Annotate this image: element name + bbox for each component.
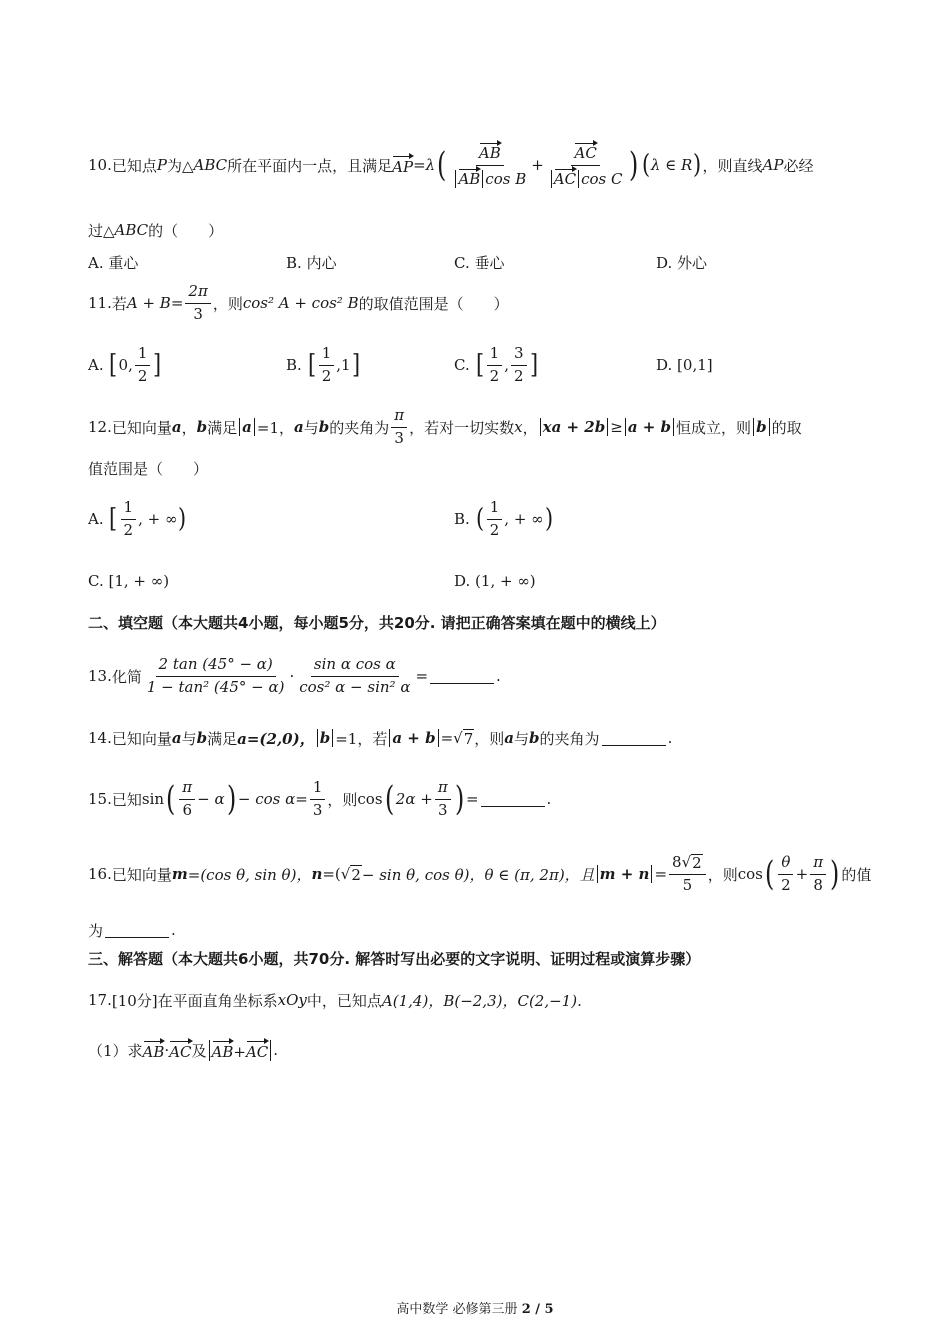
bracket: ( xyxy=(475,504,484,534)
frac-den: 2 xyxy=(781,875,791,894)
frac-num: 1 xyxy=(319,345,335,365)
q14-text: 与 xyxy=(181,729,197,748)
value: 0, xyxy=(118,356,133,374)
sqrt: √ 2 xyxy=(340,864,361,884)
expr: a + b xyxy=(392,729,436,747)
bracket: [ xyxy=(475,350,484,380)
paren-left: ( xyxy=(166,779,176,819)
expr: a + b xyxy=(627,418,672,436)
q13-text: 化简 xyxy=(111,667,142,686)
sqrt: √ 7 xyxy=(453,728,474,748)
option-label: D. xyxy=(656,253,673,272)
question-11 xyxy=(88,280,866,326)
q16-text: 已知向量 xyxy=(111,865,172,884)
bracket: ) xyxy=(544,504,553,534)
option-text: (1, + ∞) xyxy=(475,572,536,590)
option-label: A. xyxy=(88,253,104,272)
frac-den: 2 xyxy=(137,366,148,385)
option-c[interactable] xyxy=(454,252,505,273)
sin: sin xyxy=(141,790,165,808)
option-a[interactable] xyxy=(88,252,138,273)
expr: =( xyxy=(322,865,341,883)
vector-a: a xyxy=(242,418,252,436)
fraction-ab xyxy=(450,142,529,188)
frac-num: θ xyxy=(778,854,793,874)
radicand: 2 xyxy=(692,853,702,872)
frac-den: 1 − tan² (45° − α) xyxy=(146,677,285,696)
frac-num: 1 xyxy=(135,345,151,365)
frac-den: 2 xyxy=(123,520,134,539)
q11-text: 若 xyxy=(111,294,127,313)
fraction xyxy=(121,499,137,539)
fraction xyxy=(487,345,503,385)
paren-right: ) xyxy=(454,779,464,819)
question-number: 14. xyxy=(88,729,112,747)
frac-num: 3 xyxy=(511,345,527,365)
q16-text: ，则 xyxy=(707,865,738,884)
q17-text: 在平面直角坐标系 xyxy=(157,991,278,1010)
answer-blank[interactable] xyxy=(430,669,494,684)
option-d[interactable] xyxy=(656,252,707,273)
option-text: 垂心 xyxy=(474,253,505,272)
bracket: [ xyxy=(307,350,316,380)
fraction xyxy=(144,656,288,696)
plus: + xyxy=(233,1042,246,1061)
frac-num: π xyxy=(810,854,826,874)
question-10-options xyxy=(88,250,866,274)
option-text: 重心 xyxy=(108,253,139,272)
question-number: 17. xyxy=(88,991,112,1009)
frac-den: 3 xyxy=(437,800,448,819)
option-label: C. xyxy=(88,572,104,590)
paren-left: ( xyxy=(764,854,775,894)
bracket: ] xyxy=(153,350,162,380)
q11-expr: A + B= xyxy=(126,294,184,312)
question-number: 10. xyxy=(88,156,112,174)
frac-num: 2π xyxy=(185,283,210,303)
q11-text: ，则 xyxy=(212,294,243,313)
q17-text: 中，已知点 xyxy=(306,991,382,1010)
question-12 xyxy=(88,404,866,450)
question-17-part-1 xyxy=(88,1036,866,1064)
option-label: D. xyxy=(454,572,471,590)
q10-eq: =λ xyxy=(413,156,436,174)
option-b[interactable] xyxy=(286,345,361,385)
q10-text: 为△ xyxy=(166,156,194,175)
vector-ab: AB xyxy=(458,169,481,188)
vector-ab: AB xyxy=(143,1040,165,1061)
q14-text: ，则 xyxy=(474,729,505,748)
page-number: 2 / 5 xyxy=(521,1302,554,1317)
equals: = xyxy=(440,729,454,747)
period: . xyxy=(546,790,552,808)
expr: − cos α= xyxy=(237,790,308,808)
q11-expr: cos² A + cos² B xyxy=(242,294,359,312)
frac-den: 5 xyxy=(682,876,693,894)
vector-b: b xyxy=(319,729,331,747)
question-10-line2 xyxy=(88,218,866,242)
frac-num: 2 tan (45° − α) xyxy=(156,656,276,676)
section-solution-title xyxy=(88,946,866,970)
frac-num: 1 xyxy=(121,499,137,519)
q12-text: 已知向量 xyxy=(111,418,172,437)
option-b[interactable] xyxy=(286,252,337,273)
q10-text: 必经 xyxy=(783,156,814,175)
option-label: A. xyxy=(88,356,104,374)
question-number: 13. xyxy=(88,667,112,685)
option-text: [1, + ∞) xyxy=(108,572,170,590)
frac-num: π xyxy=(391,407,407,427)
page-footer xyxy=(0,1298,950,1317)
frac-num: 8 xyxy=(672,852,682,871)
fraction-ac xyxy=(546,142,626,188)
frac-num: 1 xyxy=(487,499,503,519)
bracket: ) xyxy=(178,504,187,534)
paren-left: ( xyxy=(641,150,650,180)
expr: 2α + xyxy=(395,790,433,808)
q10-triangle: ABC xyxy=(114,221,149,239)
cos: cos xyxy=(357,790,383,808)
expr: − α xyxy=(197,790,225,808)
paren-left: ( xyxy=(437,145,447,185)
q12-text: ， xyxy=(181,418,197,437)
option-text: [0,1] xyxy=(677,356,713,374)
bracket: [ xyxy=(109,350,118,380)
question-16-line2 xyxy=(88,918,866,942)
plus: + xyxy=(531,156,544,174)
section-fill-in-blank-title xyxy=(88,610,866,634)
line-ap: AP xyxy=(762,156,784,174)
fraction xyxy=(296,656,413,696)
vector-a: a xyxy=(171,418,182,436)
vector-ac: AC xyxy=(246,1040,268,1061)
points: A(1,4)，B(−2,3)，C(2,−1). xyxy=(381,991,582,1010)
frac-den: 3 xyxy=(193,304,203,323)
fraction xyxy=(179,779,195,819)
q12-text: 与 xyxy=(303,418,319,437)
vector-ac: AC xyxy=(574,144,597,163)
score-badge: [10分] xyxy=(111,991,158,1010)
frac-num: 1 xyxy=(310,779,326,799)
q10-text: 的（ ） xyxy=(148,221,224,240)
q15-text: ，则 xyxy=(327,790,358,809)
period: . xyxy=(496,667,501,685)
q14-text: 满足 xyxy=(207,729,238,748)
q12-text: 满足 xyxy=(207,418,238,437)
fraction xyxy=(435,779,451,819)
expr: =(cos θ, sin θ)， xyxy=(187,865,312,884)
expr: m + n xyxy=(599,865,650,883)
frac-den: 2 xyxy=(321,366,332,385)
vector-a: a xyxy=(294,418,304,436)
option-label: B. xyxy=(286,356,302,374)
cos-b: cos B xyxy=(485,169,527,188)
vector-a: a xyxy=(171,729,182,747)
question-11-options xyxy=(88,340,866,390)
option-c[interactable] xyxy=(88,572,169,590)
q12-text: =1， xyxy=(256,418,294,437)
value: , + ∞ xyxy=(138,510,178,528)
paren-right: ) xyxy=(629,145,639,185)
q12-text: 恒成立，则 xyxy=(676,418,752,437)
value: , xyxy=(504,356,509,374)
bracket: ] xyxy=(529,350,538,380)
option-label: B. xyxy=(454,510,470,528)
expr: − sin θ, cos θ)， xyxy=(361,865,485,884)
q10-text: 过△ xyxy=(88,221,115,240)
question-13 xyxy=(88,652,866,700)
frac-num: 1 xyxy=(487,345,503,365)
option-label: C. xyxy=(454,253,470,272)
option-text: 内心 xyxy=(306,253,337,272)
variable-x: x xyxy=(514,418,523,436)
question-12-options-cd xyxy=(88,568,866,594)
fraction: 8 √ 2 5 xyxy=(669,854,706,895)
frac-den: 2 xyxy=(489,366,500,385)
cos: cos xyxy=(737,865,763,883)
option-d[interactable] xyxy=(656,356,713,374)
q12-text: ，若对一切实数 xyxy=(409,418,515,437)
expr: θ ∈ (π, 2π)，且 xyxy=(484,865,595,884)
question-number: 16. xyxy=(88,865,112,883)
fraction xyxy=(511,345,527,385)
q10-point: P xyxy=(156,156,167,174)
vector-b: b xyxy=(529,729,540,747)
option-text: 外心 xyxy=(677,253,708,272)
lambda-cond: λ ∈ R xyxy=(650,156,693,174)
q10-text: 所在平面内一点，且满足 xyxy=(227,156,393,175)
vector-ab: AB xyxy=(212,1040,234,1061)
cos-c: cos C xyxy=(581,169,623,188)
q12-text: 的夹角为 xyxy=(329,418,390,437)
answer-blank[interactable] xyxy=(602,731,666,746)
q10-text: ，则直线 xyxy=(702,156,763,175)
section-title: 二、填空题（本大题共4小题，每小题5分，共20分. 请把正确答案填在题中的横线上） xyxy=(88,613,666,632)
option-a[interactable] xyxy=(88,345,163,385)
option-label: B. xyxy=(286,253,302,272)
option-label: C. xyxy=(454,356,470,374)
vector-ab: AB xyxy=(478,144,501,163)
q14-text: 已知向量 xyxy=(111,729,172,748)
question-12-options-ab xyxy=(88,494,866,544)
section-title: 三、解答题（本大题共6小题，共70分. 解答时写出必要的文字说明、证明过程或演算步骤） xyxy=(88,949,701,968)
question-16 xyxy=(88,848,872,900)
q12-text: 的取 xyxy=(771,418,802,437)
question-17 xyxy=(88,987,866,1013)
fraction xyxy=(487,499,503,539)
dot: · xyxy=(164,1041,170,1059)
radicand: 7 xyxy=(463,729,474,748)
q17-text: （1）求 xyxy=(88,1041,143,1060)
q16-text: 为 xyxy=(88,921,104,940)
frac-den: 3 xyxy=(312,800,323,819)
frac-den: 2 xyxy=(513,366,524,385)
vector-ac: AC xyxy=(169,1040,191,1061)
option-b[interactable] xyxy=(454,499,554,539)
paren-right: ) xyxy=(226,779,236,819)
fraction xyxy=(310,779,326,819)
option-d[interactable] xyxy=(454,572,536,590)
fraction xyxy=(391,407,407,447)
frac-den: 8 xyxy=(813,875,823,894)
vector-b: b xyxy=(196,729,208,747)
fraction xyxy=(778,854,794,894)
frac-num: sin α cos α xyxy=(311,656,399,676)
q12-text: 值范围是（ ） xyxy=(88,459,209,478)
fraction xyxy=(185,283,210,323)
radicand: 2 xyxy=(351,865,361,884)
equals: = xyxy=(415,667,429,685)
q10-triangle: ABC xyxy=(193,156,228,174)
option-a[interactable] xyxy=(88,499,188,539)
equals: = xyxy=(465,790,479,808)
coordinate-system: xOy xyxy=(277,991,307,1009)
period: . xyxy=(273,1041,279,1059)
vector-ac: AC xyxy=(553,169,577,188)
vector-m: m xyxy=(171,865,188,883)
paren-right: ) xyxy=(830,854,840,894)
bracket: ] xyxy=(351,350,360,380)
frac-den: 6 xyxy=(182,800,192,819)
q16-text: 的值 xyxy=(841,865,872,884)
value: , + ∞ xyxy=(504,510,544,528)
expr: a=(2,0)， xyxy=(237,729,315,748)
frac-num: π xyxy=(179,779,195,799)
fraction xyxy=(319,345,335,385)
question-12-line2 xyxy=(88,456,866,480)
equals: = xyxy=(654,865,668,883)
option-c[interactable] xyxy=(454,345,539,385)
q14-text: 与 xyxy=(514,729,530,748)
vector-ap: AP xyxy=(392,155,413,176)
option-label: D. xyxy=(656,356,673,374)
question-15 xyxy=(88,774,866,824)
answer-blank[interactable] xyxy=(481,792,545,807)
vector-b: b xyxy=(756,418,767,436)
question-14 xyxy=(88,724,866,752)
q10-text: 已知点 xyxy=(111,156,157,175)
frac-den: 2 xyxy=(489,520,500,539)
paren-right: ) xyxy=(693,150,702,180)
footer-title: 高中数学 必修第三册 xyxy=(396,1302,518,1317)
question-number: 12. xyxy=(88,418,112,436)
frac-den: 3 xyxy=(394,428,404,447)
frac-num: π xyxy=(435,779,451,799)
fraction xyxy=(810,854,826,894)
question-10 xyxy=(88,128,866,202)
fraction xyxy=(135,345,151,385)
bracket: [ xyxy=(109,504,118,534)
plus: + xyxy=(795,865,809,883)
vector-b: b xyxy=(318,418,330,436)
dot: · xyxy=(289,667,295,685)
value: ,1 xyxy=(336,356,351,374)
q14-text: =1，若 xyxy=(335,729,388,748)
q15-text: 已知 xyxy=(111,790,142,809)
q14-text: 的夹角为 xyxy=(539,729,600,748)
q12-text: ， xyxy=(522,418,538,437)
geq: ≥ xyxy=(610,418,623,436)
q11-text: 的取值范围是（ ） xyxy=(358,294,509,313)
vector-a: a xyxy=(504,729,515,747)
question-number: 11. xyxy=(88,294,112,312)
frac-den: cos² α − sin² α xyxy=(299,677,411,696)
vector-n: n xyxy=(311,865,323,883)
period: . xyxy=(667,729,673,747)
period: . xyxy=(171,921,176,939)
option-label: A. xyxy=(88,510,104,528)
answer-blank[interactable] xyxy=(105,923,169,938)
paren-left: ( xyxy=(384,779,394,819)
q17-text: 及 xyxy=(191,1041,207,1060)
expr: xa + 2b xyxy=(542,418,606,436)
question-number: 15. xyxy=(88,790,112,808)
vector-b: b xyxy=(196,418,208,436)
